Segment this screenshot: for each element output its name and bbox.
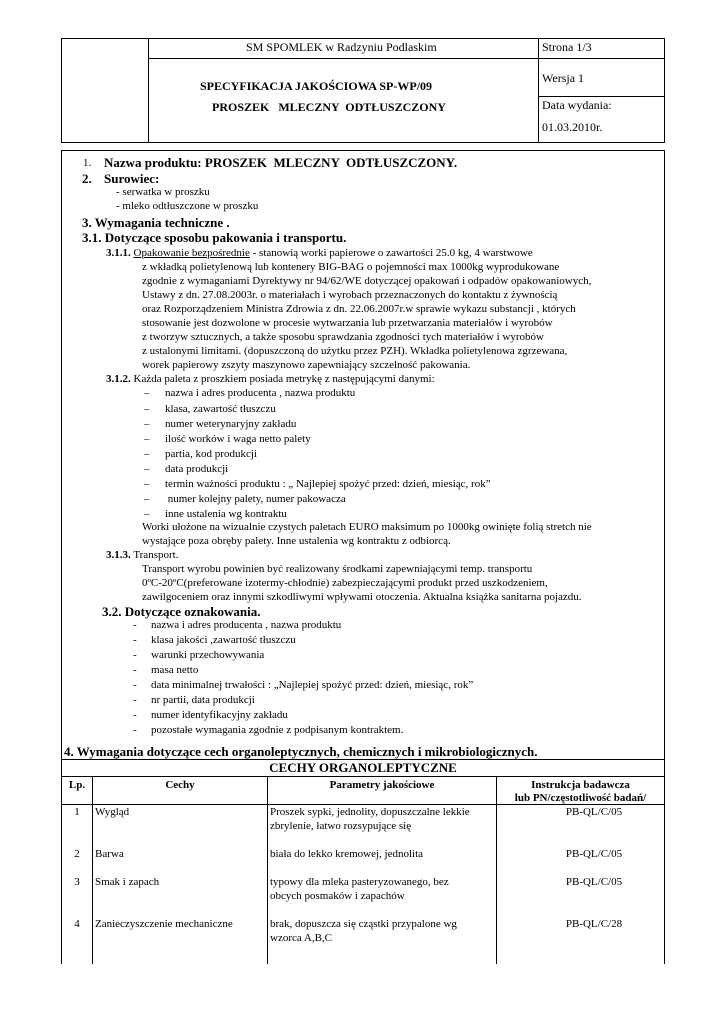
packaging-text-line: oraz Rozporządzeniem Ministra Zdrowia z dn. 22.06.2007r.w sprawie wykazu substancji , których xyxy=(142,303,576,315)
section-3-1-3 xyxy=(106,549,178,561)
section-2-number: 2. xyxy=(82,171,92,186)
row-feature: Smak i zapach xyxy=(95,876,160,888)
pallet-label-item: numer kolejny palety, numer pakowacza xyxy=(165,493,346,505)
pallet-label-item: data produkcji xyxy=(165,463,229,475)
table-header-method-sub: lub PN/częstotliwość badań/ xyxy=(514,792,647,804)
section-4-title: 4. Wymagania dotyczące cech organoleptycznych, chemicznych i mikrobiologicznych. xyxy=(64,744,538,759)
marking-item: masa netto xyxy=(151,664,199,676)
row-method: PB-QL/C/05 xyxy=(565,876,623,888)
marking-item: data minimalnej trwałości : „Najlepiej spożyć przed: dzień, miesiąc, rok” xyxy=(151,679,474,691)
version: Wersja 1 xyxy=(542,71,585,85)
page-number: Strona 1/3 xyxy=(542,40,592,54)
pallet-label-dash: – xyxy=(144,448,150,460)
section-3-title: 3. Wymagania techniczne . xyxy=(82,215,230,230)
table-header-feature: Cechy xyxy=(165,779,195,791)
table-header-method: Instrukcja badawcza xyxy=(531,779,630,791)
marking-bullet: - xyxy=(133,634,137,646)
marking-bullet: - xyxy=(133,679,137,691)
row-parameter: obcych posmaków i zapachów xyxy=(270,890,405,902)
row-number: 3 xyxy=(74,876,80,888)
row-feature: Barwa xyxy=(95,848,124,860)
row-parameter: Proszek sypki, jednolity, dopuszczalne lekkie xyxy=(270,806,470,818)
section-2-title: Surowiec: xyxy=(104,171,160,186)
pallet-label-dash: – xyxy=(144,403,150,415)
transport-text-line: Transport wyrobu powinien być realizowany środkami zapewniającymi temp. transportu xyxy=(142,563,533,575)
pallet-label-item: inne ustalenia wg kontraktu xyxy=(165,508,287,520)
pallet-label-item: nazwa i adres producenta , nazwa produktu xyxy=(165,387,356,399)
packaging-text-line: worek papierowy zszyty maszynowo zapewniający szczelność pakowania. xyxy=(142,359,471,371)
section-3-1-3-number: 3.1.3. xyxy=(106,549,131,561)
section-3-2-title: 3.2. Dotyczące oznakowania. xyxy=(102,604,261,619)
pallet-text-line: Worki ułożone na wizualnie czystych paletach EURO maksimum po 1000kg owinięte folią stretch nie xyxy=(142,521,592,533)
pallet-label-dash: – xyxy=(144,433,150,445)
company-name: SM SPOMLEK w Radzyniu Podlaskim xyxy=(246,40,437,54)
marking-item: pozostałe wymagania zgodnie z podpisanym kontraktem. xyxy=(151,724,404,736)
row-method: PB-QL/C/05 xyxy=(565,848,623,860)
section-3-1-2 xyxy=(106,373,435,385)
section-1-number: 1. xyxy=(83,157,92,169)
section-3-1-2-number: 3.1.2. xyxy=(106,373,131,385)
marking-bullet: - xyxy=(133,664,137,676)
row-method: PB-QL/C/28 xyxy=(565,918,623,930)
table-header-parameters: Parametry jakościowe xyxy=(329,779,435,791)
row-number: 2 xyxy=(74,848,80,860)
table-caption: CECHY ORGANOLEPTYCZNE xyxy=(269,760,457,775)
row-parameter: wzorca A,B,C xyxy=(270,932,333,944)
pallet-label-dash: – xyxy=(144,508,150,520)
section-3-1-2-text: Każda paleta z proszkiem posiada metrykę z następującymi danymi: xyxy=(133,373,435,385)
row-feature: Zanieczyszczenie mechaniczne xyxy=(95,918,233,930)
row-parameter: brak, dopuszcza się cząstki przypalone wg xyxy=(270,918,457,930)
row-parameter: biała do lekko kremowej, jednolita xyxy=(270,848,424,860)
marking-bullet: - xyxy=(133,649,137,661)
pallet-label-item: partia, kod produkcji xyxy=(165,448,257,460)
product-title: PROSZEK MLECZNY ODTŁUSZCZONY xyxy=(212,100,446,114)
packaging-text-line: z ustalonymi limitami. (dopuszczoną do użytku przez PZH). Wkładka polietylenowa zgrzewana, xyxy=(142,345,568,357)
pallet-label-dash: – xyxy=(144,478,150,490)
direct-packaging-term: Opakowanie bezpośrednie xyxy=(133,247,250,259)
section-3-1-1-number: 3.1.1. xyxy=(106,247,131,259)
pallet-label-item: termin ważności produktu : „ Najlepiej spożyć przed: dzień, miesiąc, rok” xyxy=(165,478,491,490)
section-3-1-1-first-line: - stanowią worki papierowe o zawartości 25.0 kg, 4 warstwowe xyxy=(249,247,533,259)
packaging-text-line: Ustawy z dn. 27.08.2003r. o materiałach i wyrobach przeznaczonych do kontaktu z żywnością xyxy=(142,289,558,301)
table-header-lp: Lp. xyxy=(68,779,86,791)
packaging-text-line: z tworzyw sztucznych, a także sposobu sprawdzania zgodności tych materiałów i wyrobów xyxy=(142,331,544,343)
raw-material-item: - serwatka w proszku xyxy=(116,186,210,198)
row-parameter: zbrylenie, łatwo rozsypujące się xyxy=(270,820,412,832)
raw-material-item: - mleko odtłuszczone w proszku xyxy=(116,200,259,212)
marking-item: nr partii, data produkcji xyxy=(151,694,255,706)
packaging-text-line: zgodnie z wymaganiami Dyrektywy nr 94/62/WE dotyczącej opakowań i odpadów opakowaniowych, xyxy=(142,275,592,287)
marking-bullet: - xyxy=(133,619,137,631)
pallet-label-item: numer weterynaryjny zakładu xyxy=(165,418,297,430)
issue-date: 01.03.2010r. xyxy=(542,120,603,134)
document-title: SPECYFIKACJA JAKOŚCIOWA SP-WP/09 xyxy=(200,79,433,93)
pallet-text-line: wystające poza obręby palety. Inne ustalenia wg kontraktu z odbiorcą. xyxy=(142,535,451,547)
marking-item: numer identyfikacyjny zakładu xyxy=(151,709,288,721)
row-number: 1 xyxy=(74,806,80,818)
marking-item: warunki przechowywania xyxy=(151,649,265,661)
section-1-product-name: Nazwa produktu: PROSZEK MLECZNY ODTŁUSZCZONY. xyxy=(104,155,458,170)
pallet-label-dash: – xyxy=(144,463,150,475)
issue-date-label: Data wydania: xyxy=(542,98,612,112)
marking-bullet: - xyxy=(133,709,137,721)
marking-bullet: - xyxy=(133,724,137,736)
packaging-text-line: stosowanie jest dozwolone w procesie wytwarzania lub przetwarzania materiałów i wyrobów xyxy=(142,317,553,329)
packaging-text-line: z wkładką polietylenową lub kontenery BIG-BAG o pojemności max 1000kg wyprodukowane xyxy=(142,261,560,273)
marking-item: nazwa i adres producenta , nazwa produktu xyxy=(151,619,342,631)
pallet-label-dash: – xyxy=(144,493,150,505)
pallet-label-dash: – xyxy=(144,418,150,430)
row-feature: Wygląd xyxy=(95,806,130,818)
section-3-1-1 xyxy=(106,247,533,259)
marking-item: klasa jakości ,zawartość tłuszczu xyxy=(151,634,296,646)
row-parameter: typowy dla mleka pasteryzowanego, bez xyxy=(270,876,449,888)
section-3-1-3-text: Transport. xyxy=(133,549,179,561)
row-method: PB-QL/C/05 xyxy=(565,806,623,818)
marking-bullet: - xyxy=(133,694,137,706)
transport-text-line: zawilgoceniem oraz innymi szkodliwymi wpływami otoczenia. Aktualna książka sanitarna pojazdu. xyxy=(142,591,582,603)
transport-text-line: 0ºC-20ºC(preferowane izotermy-chłodnie) zabezpieczającymi produkt przed uszkodzeniem, xyxy=(142,577,548,589)
row-number: 4 xyxy=(74,918,80,930)
pallet-label-dash: – xyxy=(144,387,150,399)
section-3-1-title: 3.1. Dotyczące sposobu pakowania i transportu. xyxy=(82,230,347,245)
pallet-label-item: ilość worków i waga netto palety xyxy=(165,433,311,445)
pallet-label-item: klasa, zawartość tłuszczu xyxy=(165,403,276,415)
